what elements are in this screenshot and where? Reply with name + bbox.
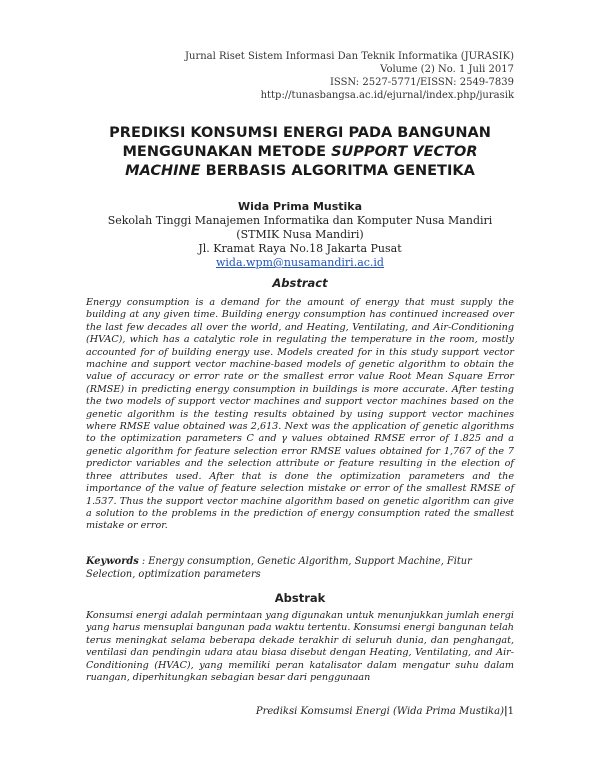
title-line-3-italic: MACHINE	[125, 163, 201, 179]
footer-separator: |	[503, 706, 508, 717]
abstract-body: Energy consumption is a demand for the amount of energy that must supply the building at any given time. Building energy consumption has continued increased over the last few decades all over the world, and Heating, Ventilating, and Air-Conditioning (HVAC), which has a catalytic role in regulating the temperature in the room, mostly accounted for of building energy use. Models created for in this study support vector machine and support vector machine-based models of genetic algorithm to obtain the value of accuracy or error rate or the smallest error value Root Mean Square Error (RMSE) in predicting energy consumption in buildings is more accurate. After testing the two models of support vector machines and support vector machines based on the genetic algorithm is the testing results obtained by using support vector machines where RMSE value obtained was 2,613. Next was the application of genetic algorithms to the optimization parameters C and γ values obtained RMSE error of 1.825 and a genetic algorithm for feature selection error RMSE values obtained for 1,767 of the 7 predictor variables and the selection attribute or feature resulting in the election of three attributes used. After that is done the optimization parameters and the importance of the value of feature selection mistake or error of the smallest RMSE of 1.537. Thus the support vector machine algorithm based on genetic algorithm can give a solution to the problems in the prediction of energy consumption rated the smallest mistake or error.	[86, 297, 514, 532]
author-address: Jl. Kramat Raya No.18 Jakarta Pusat	[198, 242, 402, 255]
page-footer	[256, 706, 514, 717]
abstrak-heading: Abstrak	[274, 591, 326, 605]
title-line-2-plain: MENGGUNAKAN METODE	[122, 144, 332, 160]
title-line-2-italic: SUPPORT VECTOR	[331, 144, 478, 160]
journal-name: Jurnal Riset Sistem Informasi Dan Teknik Informatika (JURASIK)	[185, 51, 514, 62]
paper-title	[60, 124, 540, 181]
footer-page-number: 1	[507, 706, 514, 717]
journal-header	[185, 50, 514, 102]
keywords-label: Keywords	[86, 556, 139, 567]
title-line-3-plain: BERBASIS ALGORITMA GENETIKA	[200, 163, 475, 179]
author-block	[60, 200, 540, 270]
abstract-heading: Abstract	[272, 276, 328, 290]
keywords	[86, 556, 514, 581]
title-line-1: PREDIKSI KONSUMSI ENERGI PADA BANGUNAN	[109, 125, 491, 141]
title-line-2	[60, 143, 540, 162]
author-email-link[interactable]: wida.wpm@nusamandiri.ac.id	[216, 256, 384, 269]
journal-issn: ISSN: 2527-5771/EISSN: 2549-7839	[329, 77, 514, 88]
abstrak-body: Konsumsi energi adalah permintaan yang digunakan untuk menunjukkan jumlah energi yang harus mensuplai bangunan pada waktu tertentu. Konsumsi energi bangunan telah terus meningkat selama beberapa dekade terakhir di seluruh dunia, dan penghangat, ventilasi dan pendingin udara atau biasa disebut dengan Heating, Ventilating, and Air-Conditioning (HVAC), yang memiliki peran katalisator dalam mengatur suhu dalam ruangan, diperhitungkan sebagian besar dari penggunaan	[86, 610, 514, 684]
author-affiliation: Sekolah Tinggi Manajemen Informatika dan Komputer Nusa Mandiri	[107, 214, 493, 227]
author-name: Wida Prima Mustika	[237, 200, 363, 213]
journal-volume: Volume (2) No. 1 Juli 2017	[380, 64, 514, 75]
journal-url: http://tunasbangsa.ac.id/ejurnal/index.php/jurasik	[260, 90, 514, 101]
footer-running-title: Prediksi Komsumsi Energi (Wida Prima Mustika)	[255, 706, 504, 717]
keywords-text: : Energy consumption, Genetic Algorithm, Support Machine, Fitur Selection, optimization parameters	[86, 556, 472, 580]
author-affiliation-short: (STMIK Nusa Mandiri)	[236, 228, 364, 241]
title-line-3	[60, 162, 540, 181]
